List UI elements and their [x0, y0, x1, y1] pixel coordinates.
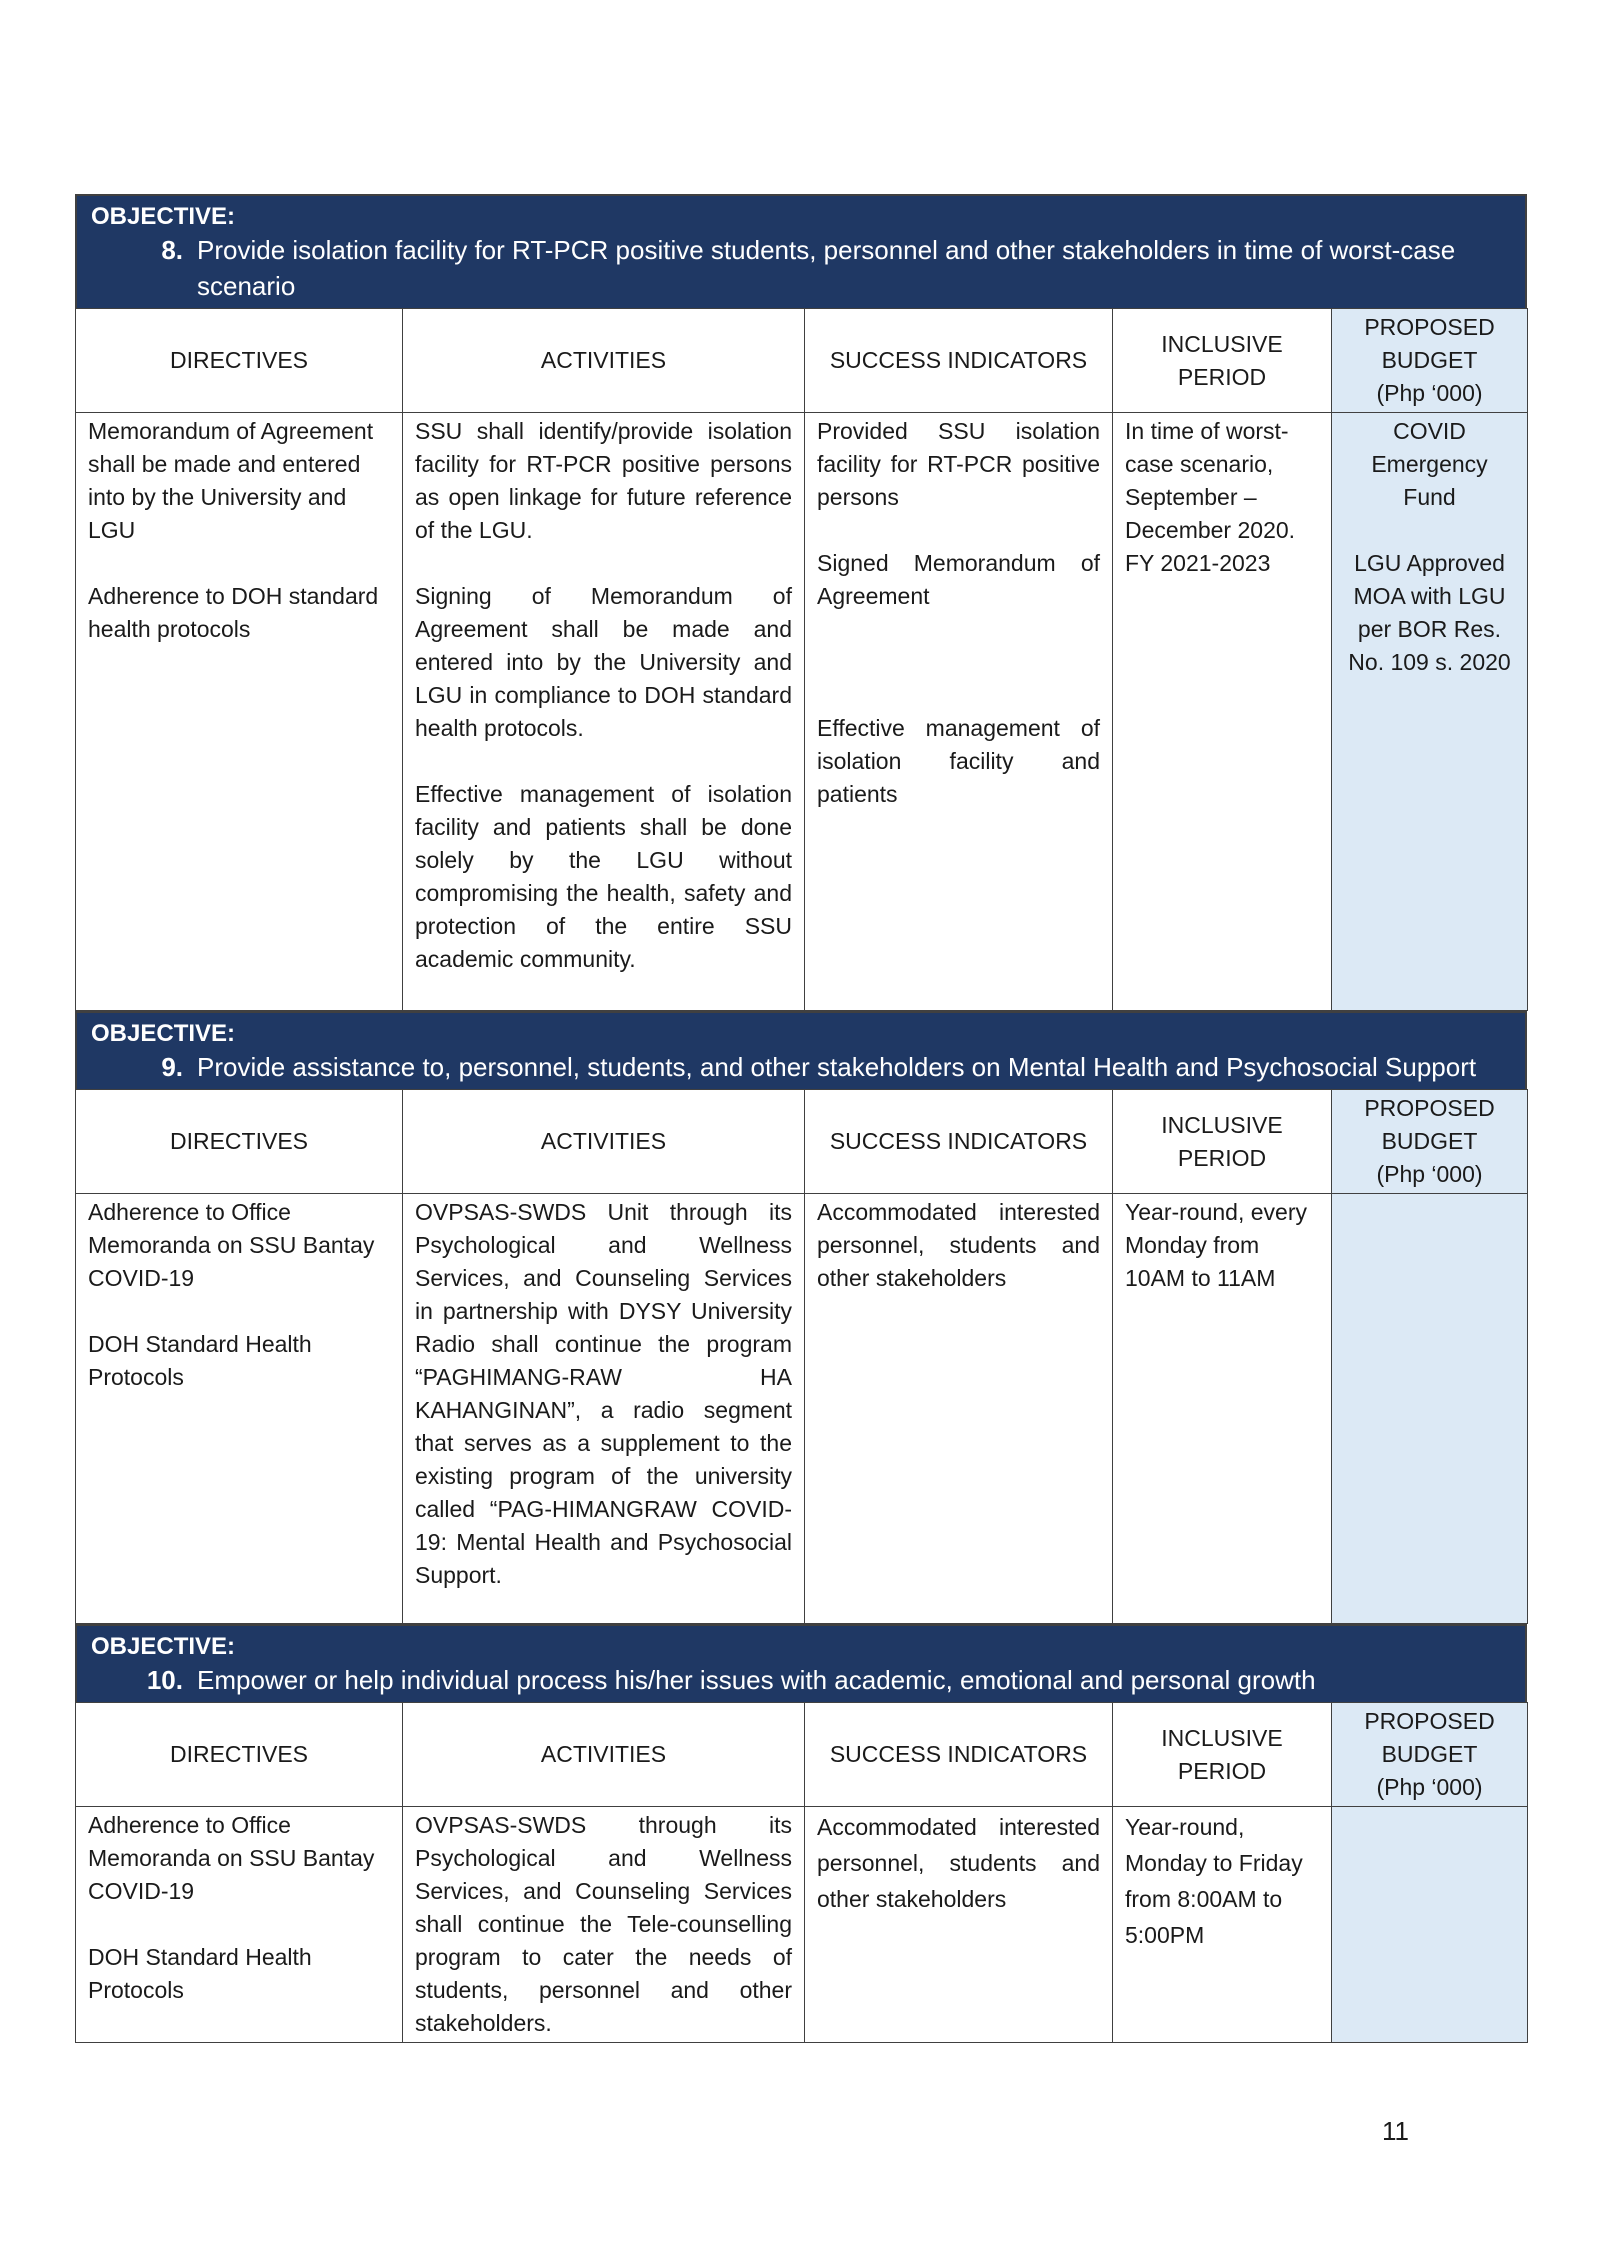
activities-cell: [403, 1194, 805, 1624]
directives-cell: [76, 1194, 403, 1624]
period-cell: [1113, 1194, 1332, 1624]
period-item: Year-round, every Monday from 10AM to 11AM: [1125, 1199, 1307, 1291]
directive-item: Adherence to Office Memoranda on SSU Bantay COVID-19: [88, 1812, 375, 1904]
header-activities: ACTIVITIES: [403, 1090, 805, 1194]
budget-cell: [1332, 1807, 1528, 2043]
objective-title: Empower or help individual process his/her issues with academic, emotional and personal growth: [197, 1665, 1316, 1695]
directive-item: Memorandum of Agreement shall be made and entered into by the University and LGU: [88, 418, 374, 543]
objective-number: 9.: [161, 1052, 183, 1082]
objective-header: [75, 1624, 1527, 1702]
indicator-item: Accommodated interested personnel, students and other stakeholders: [817, 1199, 1100, 1291]
header-proposed-budget: PROPOSED BUDGET (Php ‘000): [1332, 1703, 1528, 1807]
header-activities: ACTIVITIES: [403, 1703, 805, 1807]
header-inclusive-period: INCLUSIVE PERIOD: [1113, 309, 1332, 413]
directive-item: Adherence to DOH standard health protocols: [88, 583, 379, 642]
period-cell: [1113, 1807, 1332, 2043]
table-row: [76, 413, 1528, 1011]
header-directives: DIRECTIVES: [76, 309, 403, 413]
objective-title: Provide isolation facility for RT-PCR positive students, personnel and other stakeholders in time of worst-case scenario: [197, 235, 1456, 301]
activity-item: OVPSAS-SWDS Unit through its Psychological and Wellness Services, and Counseling Services in partnership with DYSY University Radio shall continue the program “PAGHIMANG-RAW HA KAHANGINAN”, a radio segment that serves as a supplement to the existing program of the university called “PAG-HIMANGRAW COVID-19: Mental Health and Psychosocial Support.: [415, 1199, 792, 1588]
indicator-item: Effective management of isolation facility and patients: [817, 715, 1100, 807]
directive-item: Adherence to Office Memoranda on SSU Bantay COVID-19: [88, 1199, 375, 1291]
header-success-indicators: SUCCESS INDICATORS: [805, 1703, 1113, 1807]
header-activities: ACTIVITIES: [403, 309, 805, 413]
objective-table: [75, 308, 1528, 1011]
budget-cell: [1332, 1194, 1528, 1624]
period-item: FY 2021-2023: [1125, 550, 1271, 576]
header-directives: DIRECTIVES: [76, 1090, 403, 1194]
objective-label: OBJECTIVE:: [91, 1633, 236, 1660]
directives-cell: [76, 1807, 403, 2043]
activities-cell: [403, 413, 805, 1011]
objective-header: [75, 1011, 1527, 1089]
plan-table: [75, 194, 1527, 2043]
budget-item: COVID Emergency Fund: [1371, 418, 1488, 510]
budget-cell: [1332, 413, 1528, 1011]
success-indicators-cell: [805, 413, 1113, 1011]
objective-label: OBJECTIVE:: [91, 1020, 236, 1047]
header-row: [76, 1703, 1528, 1807]
header-row: [76, 309, 1528, 413]
indicator-item: Provided SSU isolation facility for RT-PCR positive persons: [817, 418, 1100, 510]
table-row: [76, 1807, 1528, 2043]
objective-title: Provide assistance to, personnel, students, and other stakeholders on Mental Health and Psychosocial Support: [197, 1052, 1477, 1082]
objective-number: 8.: [161, 235, 183, 265]
success-indicators-cell: [805, 1194, 1113, 1624]
header-row: [76, 1090, 1528, 1194]
objective-table: [75, 1702, 1528, 2043]
activity-item: Signing of Memorandum of Agreement shall be made and entered into by the University and LGU in compliance to DOH standard health protocols.: [415, 583, 792, 741]
activity-item: Effective management of isolation facility and patients shall be done solely by the LGU without compromising the health, safety and protection of the entire SSU academic community.: [415, 781, 792, 972]
activity-item: OVPSAS-SWDS through its Psychological and Wellness Services, and Counseling Services shall continue the Tele-counselling program to cater the needs of students, personnel and other stakeholders.: [415, 1812, 792, 2036]
header-inclusive-period: INCLUSIVE PERIOD: [1113, 1703, 1332, 1807]
header-success-indicators: SUCCESS INDICATORS: [805, 1090, 1113, 1194]
objective-table: [75, 1089, 1528, 1624]
activity-item: SSU shall identify/provide isolation facility for RT-PCR positive persons as open linkage for future reference of the LGU.: [415, 418, 792, 543]
objective-number: 10.: [146, 1665, 183, 1695]
indicator-item: Signed Memorandum of Agreement: [817, 550, 1100, 609]
period-item: In time of worst-case scenario, September – December 2020.: [1125, 418, 1296, 543]
directive-item: DOH Standard Health Protocols: [88, 1331, 312, 1390]
indicator-item: Accommodated interested personnel, students and other stakeholders: [817, 1814, 1100, 1912]
period-cell: [1113, 413, 1332, 1011]
period-item: Year-round, Monday to Friday from 8:00AM to 5:00PM: [1125, 1814, 1303, 1948]
budget-item: LGU Approved MOA with LGU per BOR Res. No. 109 s. 2020: [1348, 550, 1511, 675]
header-success-indicators: SUCCESS INDICATORS: [805, 309, 1113, 413]
header-directives: DIRECTIVES: [76, 1703, 403, 1807]
page-number: 11: [1382, 2116, 1409, 2146]
directive-item: DOH Standard Health Protocols: [88, 1944, 312, 2003]
directives-cell: [76, 413, 403, 1011]
objective-label: OBJECTIVE:: [91, 203, 236, 230]
objective-header: [75, 194, 1527, 308]
header-proposed-budget: PROPOSED BUDGET (Php ‘000): [1332, 1090, 1528, 1194]
success-indicators-cell: [805, 1807, 1113, 2043]
table-row: [76, 1194, 1528, 1624]
activities-cell: [403, 1807, 805, 2043]
header-proposed-budget: PROPOSED BUDGET (Php ‘000): [1332, 309, 1528, 413]
header-inclusive-period: INCLUSIVE PERIOD: [1113, 1090, 1332, 1194]
